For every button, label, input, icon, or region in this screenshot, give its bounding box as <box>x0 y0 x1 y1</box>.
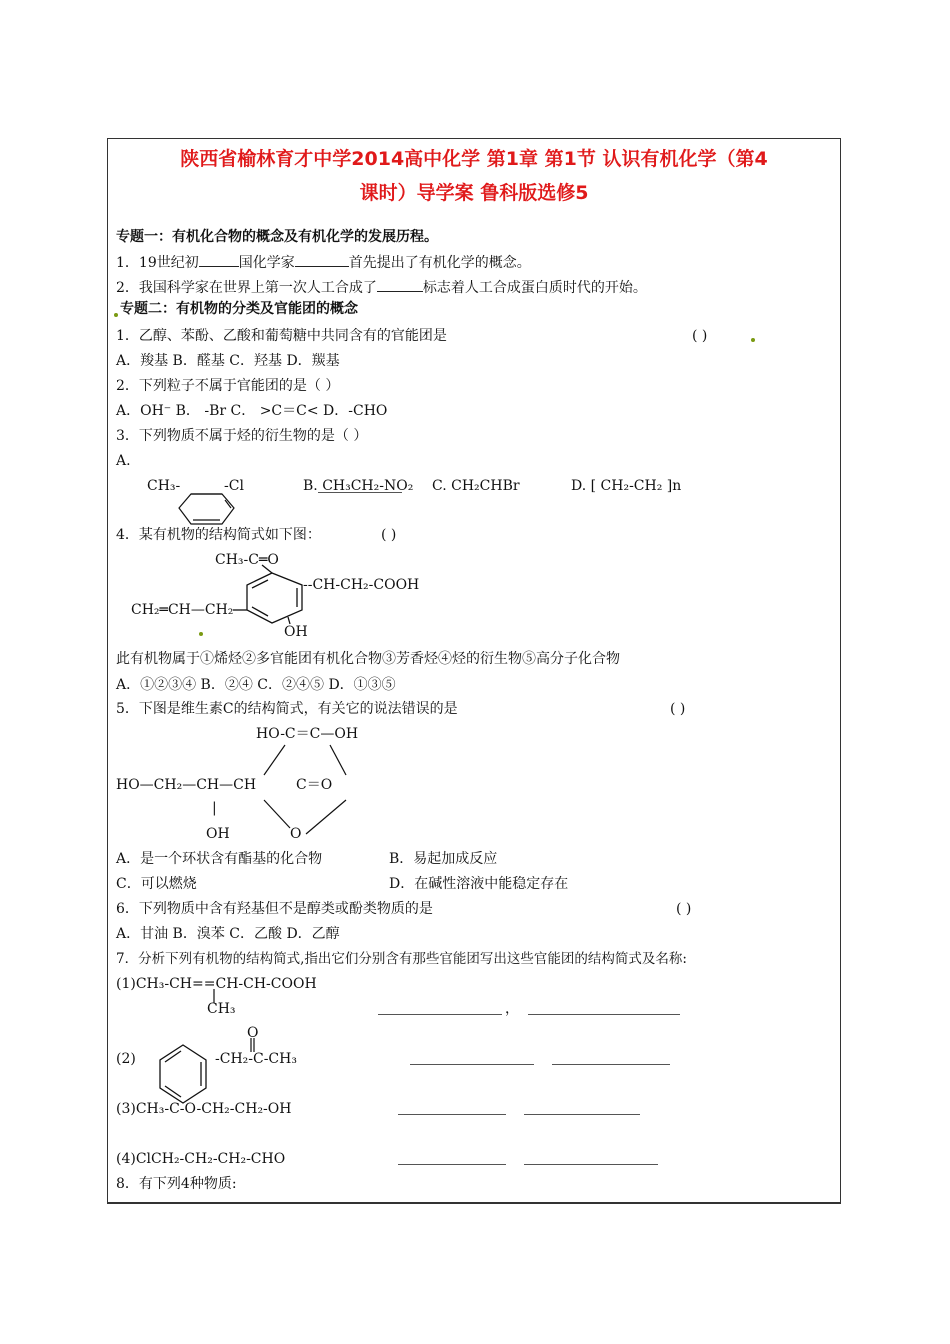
q4-side-chain: --CH-CH₂-COOH <box>303 577 420 593</box>
q7-text: 7．分析下列有机物的结构简式,指出它们分别含有那些官能团写出这些官能团的结构简式及名称: <box>116 951 687 967</box>
q3-option-b: B. CH₃CH₂-NO₂ <box>303 478 414 494</box>
q5-option-b: B．易起加成反应 <box>389 851 498 867</box>
q5-lactone-ring <box>264 745 346 834</box>
t1-q2-part-b: 标志着人工合成蛋白质时代的开始。 <box>422 280 647 296</box>
q7-compound-3: (3)CH₃-C-O-CH₂-CH₂-OH <box>116 1101 292 1117</box>
q2-text: 2．下列粒子不属于官能团的是（ ） <box>116 378 340 394</box>
t1-q1-part-c: 首先提出了有机化学的概念。 <box>348 255 531 271</box>
title-line-1: 陕西省榆林育才中学2014高中化学 第1章 第1节 认识有机化学（第4 <box>180 148 768 170</box>
q5-option-d: D．在碱性溶液中能稳定存在 <box>389 876 569 892</box>
q5-hydroxyl: OH <box>206 826 230 842</box>
q4-acetyl-group: CH₃-C═O <box>215 552 279 568</box>
q4-options: A．①②③④ B．②④ C．②④⑤ D．①③⑤ <box>116 677 396 693</box>
q5-bond: | <box>212 800 217 816</box>
q5-carbonyl: C＝O <box>296 777 333 793</box>
q1-options: A．羧基 B．醛基 C．羟基 D．羰基 <box>116 353 340 369</box>
t1-q1-part-a: 1．19世纪初 <box>116 255 199 271</box>
q5-answer-paren[interactable]: ( ) <box>670 701 686 717</box>
q1-answer-paren[interactable]: ( ) <box>692 328 708 344</box>
q6-answer-paren[interactable]: ( ) <box>676 901 692 917</box>
q7-benzene-ring <box>160 1045 206 1103</box>
topic1-heading: 专题一：有机化合物的概念及有机化学的发展历程。 <box>116 229 438 245</box>
q5-option-c: C．可以燃烧 <box>116 876 197 892</box>
q3-option-a-letter: A. <box>116 453 131 469</box>
q5-ring-oxygen: O <box>290 826 302 842</box>
q7-compound-4: (4)ClCH₂-CH₂-CH₂-CHO <box>116 1151 286 1167</box>
q4-answer-paren[interactable]: ( ) <box>381 527 397 543</box>
q2-options: A．OH⁻ B． -Br C． >C＝C< D．-CHO <box>116 403 388 419</box>
q3-option-a-ch3: CH₃- <box>147 478 181 494</box>
q5-side-chain: HO—CH₂—CH—CH <box>116 777 257 793</box>
q4-hydroxyl: OH <box>284 624 308 640</box>
q7-comma: ， <box>505 1001 519 1017</box>
topic2-heading: 专题二：有机物的分类及官能团的概念 <box>120 301 358 317</box>
t1-q2-part-a: 2．我国科学家在世界上第一次人工合成了 <box>116 280 377 296</box>
q1-text: 1．乙醇、苯酚、乙酸和葡萄糖中共同含有的官能团是 <box>116 328 447 344</box>
q3-option-a-cl: -Cl <box>224 478 244 494</box>
title-line-2: 课时）导学案 鲁科版选修5 <box>359 182 589 204</box>
q3-text: 3．下列物质不属于烃的衍生物的是（ ） <box>116 428 368 444</box>
q7-compound-1: (1)CH₃-CH==CH-CH-COOH <box>116 976 317 992</box>
q3-benzene-ring <box>179 494 234 524</box>
q3-option-d: D. [ CH₂-CH₂ ]n <box>571 478 682 494</box>
q8-text: 8．有下列4种物质: <box>116 1176 237 1192</box>
q7-compound-2-chain: -CH₂-C-CH₃ <box>215 1051 297 1067</box>
t1-q1-part-b: 国化学家 <box>238 255 295 271</box>
q6-options: A．甘油 B．溴苯 C．乙酸 D．乙醇 <box>116 926 340 942</box>
q4-benzene-ring <box>233 565 302 624</box>
q5-text: 5．下图是维生素C的结构简式，有关它的说法错误的是 <box>116 701 458 717</box>
q7-compound-2-oxygen: O <box>247 1025 259 1041</box>
q7-compound-1-methyl: CH₃ <box>207 1001 236 1017</box>
q4-allyl-group: CH₂═CH—CH₂— <box>131 602 248 618</box>
q4-text: 4．某有机物的结构简式如下图： <box>116 527 321 543</box>
q7-compound-2-label: (2) <box>116 1051 136 1067</box>
q3-option-c: C. CH₂CHBr <box>432 478 520 494</box>
q5-enediol: HO-C＝C—OH <box>256 726 359 742</box>
q6-text: 6．下列物质中含有羟基但不是醇类或酚类物质的是 <box>116 901 433 917</box>
q7-carbonyl-bond <box>251 1038 254 1052</box>
q4-statement: 此有机物属于①烯烃②多官能团有机化合物③芳香烃④烃的衍生物⑤高分子化合物 <box>116 651 620 667</box>
q5-option-a: A．是一个环状含有酯基的化合物 <box>116 851 323 867</box>
